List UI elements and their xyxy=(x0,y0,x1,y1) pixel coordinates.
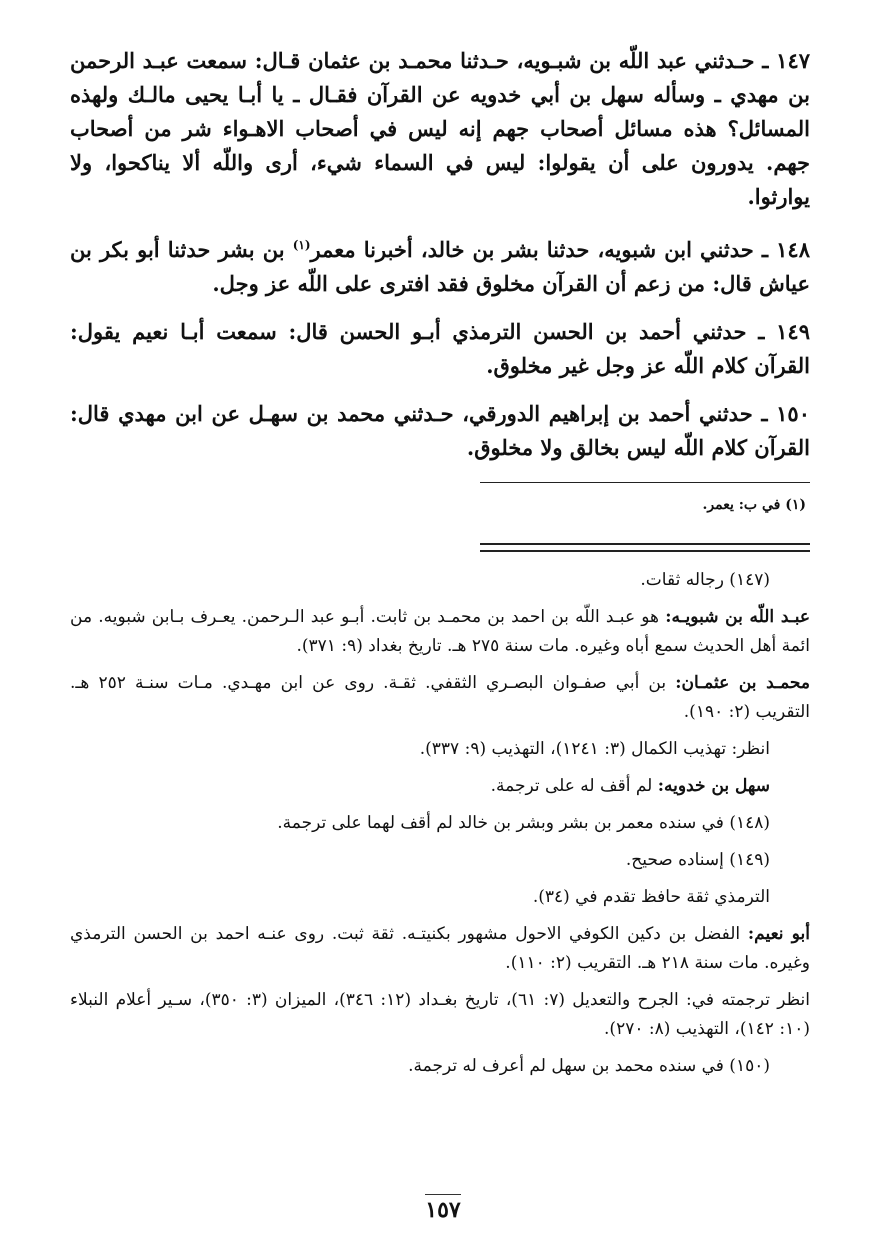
commentary-line: انظر: تهذيب الكمال (٣: ١٢٤١)، التهذيب (٩: ٣٣٧). xyxy=(419,739,770,759)
hadith-147 xyxy=(70,44,810,214)
hadith-text: حدثني ابن شبويه، حدثنا بشر بن خالد، أخبرنا معمر xyxy=(310,237,754,262)
hadith-text: حدثني أحمد بن الحسن الترمذي أبـو الحسن قال: سمعت أبـا نعيم يقول: القرآن كلام اللّه عز وجل غير مخلوق. xyxy=(70,319,810,378)
commentary-line: انظر ترجمته في: الجرح والتعديل (٧: ٦١)، تاريخ بغـداد (١٢: ٣٤٦)، الميزان (٣: ٣٥٠)، سـير أعلام النبلاء (١٠: ١٤٢)، التهذيب (٨: ٢٧٠). xyxy=(70,990,810,1039)
narrator-name: أبو نعيم: xyxy=(747,924,810,944)
narrator-bio: هو عبـد اللّه بن احمد بن محمـد بن ثابت. أبـو عبد الـرحمن. يعـرف بـابن شبويه. من ائمة أهل الحديث سمع أباه وغيره. مات سنة ٢٧٥ هـ. تاريخ بغداد (٩: ٣٧١). xyxy=(70,607,810,656)
narrator-name: سهل بن خدويه: xyxy=(657,776,770,796)
narrator-name: محمـد بن عثمـان: xyxy=(675,673,810,693)
commentary-entry xyxy=(70,669,810,727)
hadith-149 xyxy=(70,315,810,383)
commentary-divider xyxy=(480,543,810,552)
page-number-text: ١٥٧ xyxy=(425,1194,460,1223)
hadith-text: بن بشر حدثنا أبو بكر بن عياش قال: من زعم أن القرآن مخلوق فقد افترى على اللّه عز وجل. xyxy=(70,237,810,296)
footnote: (١) في ب: يعمر. xyxy=(702,497,806,513)
commentary-entry xyxy=(70,920,810,978)
page-number xyxy=(0,1194,886,1223)
hadith-150 xyxy=(70,397,810,465)
footnote-reference: (١) xyxy=(292,238,311,252)
footnote-divider xyxy=(480,482,810,483)
commentary-line: (١٤٨) في سنده معمر بن بشر وبشر بن خالد لم أقف لهما على ترجمة. xyxy=(277,813,770,833)
commentary-entry xyxy=(70,603,810,661)
hadith-text: حـدثني عبد اللّه بن شبـويه، حـدثنا محمـد بن عثمان قـال: سمعت عبـد الرحمن بن مهدي ـ وسأله سهل بن أبي خدويه عن القرآن فقـال ـ يا أبـا يحيى مالـك ولهذه المسائل؟ هذه مسائل أصحاب جهم إنه ليس في أصحاب الاهـواء شر من أصحاب جهم. يدورون على أن يقولوا: ليس في السماء شيء، أرى واللّه ألا يناكحوا، ولا يوارثوا. xyxy=(70,48,810,209)
hadith-number: ١٤٨ ـ xyxy=(761,237,810,262)
hadith-number: ١٤٧ ـ xyxy=(762,48,811,73)
narrator-bio: الفضل بن دكين الكوفي الاحول مشهور بكنيتـه. ثقة ثبت. روى عنـه احمد بن الحسن الترمذي وغيره. مات سنة ٢١٨ هـ. التقريب (٢: ١١٠). xyxy=(70,924,810,973)
hadith-148 xyxy=(70,228,810,301)
commentary-line: (١٤٩) إسناده صحيح. xyxy=(625,850,770,870)
narrator-name: عبـد اللّه بن شبويـه: xyxy=(665,607,811,627)
hadith-text: حدثني أحمد بن إبراهيم الدورقي، حـدثني محمد بن سهـل عن ابن مهدي قال: القرآن كلام اللّه ليس بخالق ولا مخلوق. xyxy=(70,401,810,460)
hadith-number: ١٥٠ ـ xyxy=(761,401,810,426)
narrator-bio: لم أقف له على ترجمة. xyxy=(490,776,658,796)
hadith-number: ١٤٩ ـ xyxy=(758,319,810,344)
commentary-line: (١٥٠) في سنده محمد بن سهل لم أعرف له ترجمة. xyxy=(408,1056,770,1076)
main-text xyxy=(70,44,810,479)
commentary-line: الترمذي ثقة حافظ تقدم في (٣٤). xyxy=(532,887,770,907)
narrator-bio: بن أبي صفـوان البصـري الثقفي. ثقـة. روى عن ابن مهـدي. مـات سنـة ٢٥٢ هـ. التقريب (٢: ١٩٠). xyxy=(70,673,810,722)
commentary xyxy=(70,566,810,1089)
commentary-entry xyxy=(70,772,810,801)
commentary-line: (١٤٧) رجاله ثقات. xyxy=(640,570,770,590)
